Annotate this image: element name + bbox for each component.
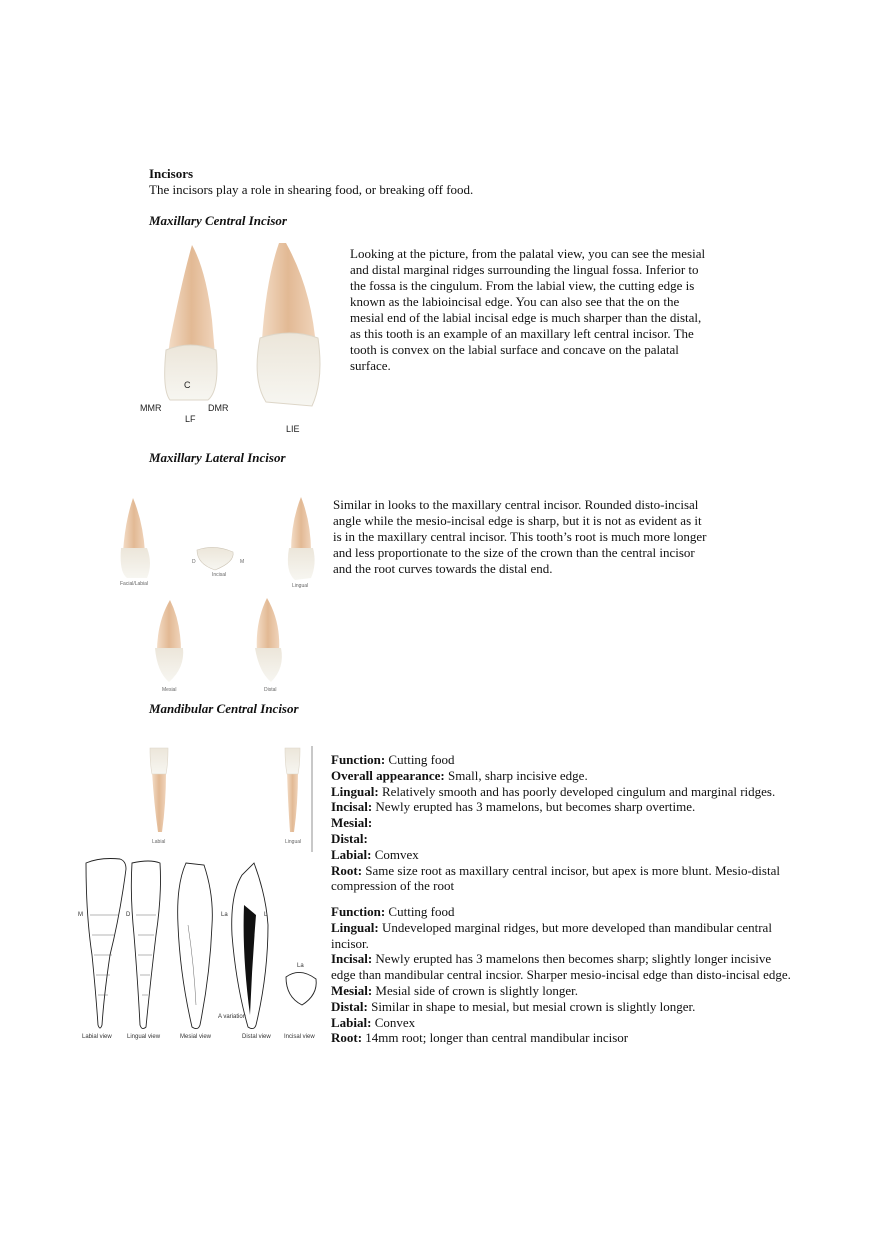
label-facial: Facial/Labial	[120, 581, 149, 587]
lingual-root	[287, 772, 298, 832]
fact-lingual: Lingual: Relatively smooth and has poorly developed cingulum and marginal ridges.	[331, 783, 776, 799]
label-lf: LF	[185, 414, 196, 424]
mandibular-central-figure	[140, 744, 320, 854]
labial-root	[152, 772, 166, 832]
label-la-1: La	[221, 912, 228, 918]
fact2-incisal: Incisal: Newly erupted has 3 mamelons then becomes sharp; slightly longer incisive	[331, 951, 772, 967]
label-mesial-view: Mesial view	[180, 1034, 212, 1040]
lingual-crown	[285, 748, 300, 774]
label-m: M	[240, 559, 245, 565]
label-d-1: D	[126, 912, 131, 918]
label-lingual-view: Lingual view	[127, 1034, 161, 1040]
fact2-root: Root: 14mm root; longer than central mandibular incisor	[331, 1030, 629, 1046]
label-labial-view: Labial view	[82, 1034, 112, 1040]
fact2-function: Function: Cutting food	[331, 904, 455, 919]
maxillary-lateral-figure	[115, 492, 325, 692]
fact2-incisal-cont: edge than mandibular central incsior. Sharper mesio-incisal edge than disto-incisal edge.	[331, 967, 791, 983]
facial-view-crown	[121, 548, 150, 578]
maxillary-central-heading: Maxillary Central Incisor	[149, 213, 287, 228]
label-la-2: La	[297, 963, 304, 969]
fact2-distal: Distal: Similar in shape to mesial, but mesial crown is slightly longer.	[331, 998, 696, 1014]
labial-view-outline	[86, 859, 126, 1029]
label-distal-view: Distal view	[242, 1034, 271, 1040]
labial-tooth-crown	[257, 333, 320, 406]
fact2-lingual: Lingual: Undeveloped marginal ridges, but more developed than mandibular central	[331, 919, 772, 935]
fact-overall: Overall appearance: Small, sharp incisive edge.	[331, 767, 588, 783]
label-lingual: Lingual	[292, 583, 309, 589]
fact2-lingual-cont: incisor.	[331, 935, 369, 951]
mesial-view-root	[157, 600, 181, 652]
incisal-view-outline	[286, 972, 316, 1005]
label-distal: Distal	[264, 687, 277, 693]
label-mesial: Mesial	[162, 687, 177, 693]
fact-mesial: Mesial:	[331, 815, 373, 831]
section-title: Incisors	[149, 166, 194, 181]
distal-view-crown	[255, 648, 282, 682]
lingual-view-crown	[288, 548, 315, 580]
label-incisal: Incisal	[212, 572, 227, 578]
lingual-view-root	[291, 497, 311, 552]
label-incisal-view: Incisal view	[284, 1034, 315, 1040]
maxillary-lateral-description: Similar in looks to the maxillary central incisor. Rounded disto-incisal angle while the mesio-incisal edge is sharp, but it is not as evident as it is in the maxillary central incisor. This tooth’s root is much more longer and less proportionate to the size of the crown than the central incisor and the root curves towards the distal end.	[333, 497, 707, 576]
mandibular-central-facts	[331, 752, 780, 894]
incisal-view-crown	[197, 547, 233, 570]
mandibular-lateral-drawings	[80, 855, 330, 1045]
mesial-view-outline	[178, 863, 213, 1029]
label-variation: A variation	[218, 1014, 247, 1020]
fact-function: Function: Cutting food	[331, 752, 455, 767]
lingual-view-outline	[131, 861, 160, 1029]
maxillary-lateral-heading: Maxillary Lateral Incisor	[149, 450, 286, 465]
labial-crown	[150, 748, 168, 774]
facial-view-root	[123, 498, 145, 552]
intro-text: The incisors play a role in shearing food, or breaking off food.	[149, 182, 474, 197]
fact-incisal: Incisal: Newly erupted has 3 mamelons, but becomes sharp overtime.	[331, 799, 696, 815]
label-l-1: L	[264, 912, 268, 918]
mesial-view-crown	[155, 648, 183, 682]
fact2-labial: Labial: Convex	[331, 1014, 416, 1030]
label-lie: LIE	[286, 424, 300, 434]
label-c: C	[184, 380, 191, 390]
fact-root: Root: Same size root as maxillary central incisor, but apex is more blunt. Mesio-distal	[331, 862, 780, 878]
maxillary-central-figure	[140, 240, 340, 440]
label-labial: Labial	[152, 839, 166, 845]
palatal-tooth-root	[168, 245, 215, 355]
fact-distal: Distal:	[331, 830, 368, 846]
label-d: D	[192, 559, 196, 565]
labial-tooth-root	[260, 243, 316, 348]
mandibular-central-heading: Mandibular Central Incisor	[149, 701, 299, 716]
label-dmr: DMR	[208, 403, 229, 413]
mandibular-lateral-facts	[331, 904, 791, 1046]
distal-view-pulp	[244, 905, 256, 1015]
label-m-1: M	[78, 912, 83, 918]
label-mmr: MMR	[140, 403, 162, 413]
label-lingual-mc: Lingual	[285, 839, 302, 845]
fact-root-cont: compression of the root	[331, 878, 455, 894]
maxillary-central-description: Looking at the picture, from the palatal view, you can see the mesial and distal marginal ridges surrounding the lingual fossa. Inferior to the fossa is the cingulum. From the labial view, the cutting edge is known as the labioincisal edge. You can also see that the on the mesial end of the labial incisal edge is much sharper than the distal, as this tooth is an example of an maxillary left central incisor. The tooth is convex on the labial surface and concave on the palatal surface.	[350, 246, 706, 373]
palatal-tooth-crown	[165, 345, 217, 400]
fact-labial: Labial: Comvex	[331, 846, 419, 862]
distal-view-root	[257, 598, 280, 652]
fact2-mesial: Mesial: Mesial side of crown is slightly longer.	[331, 982, 578, 998]
